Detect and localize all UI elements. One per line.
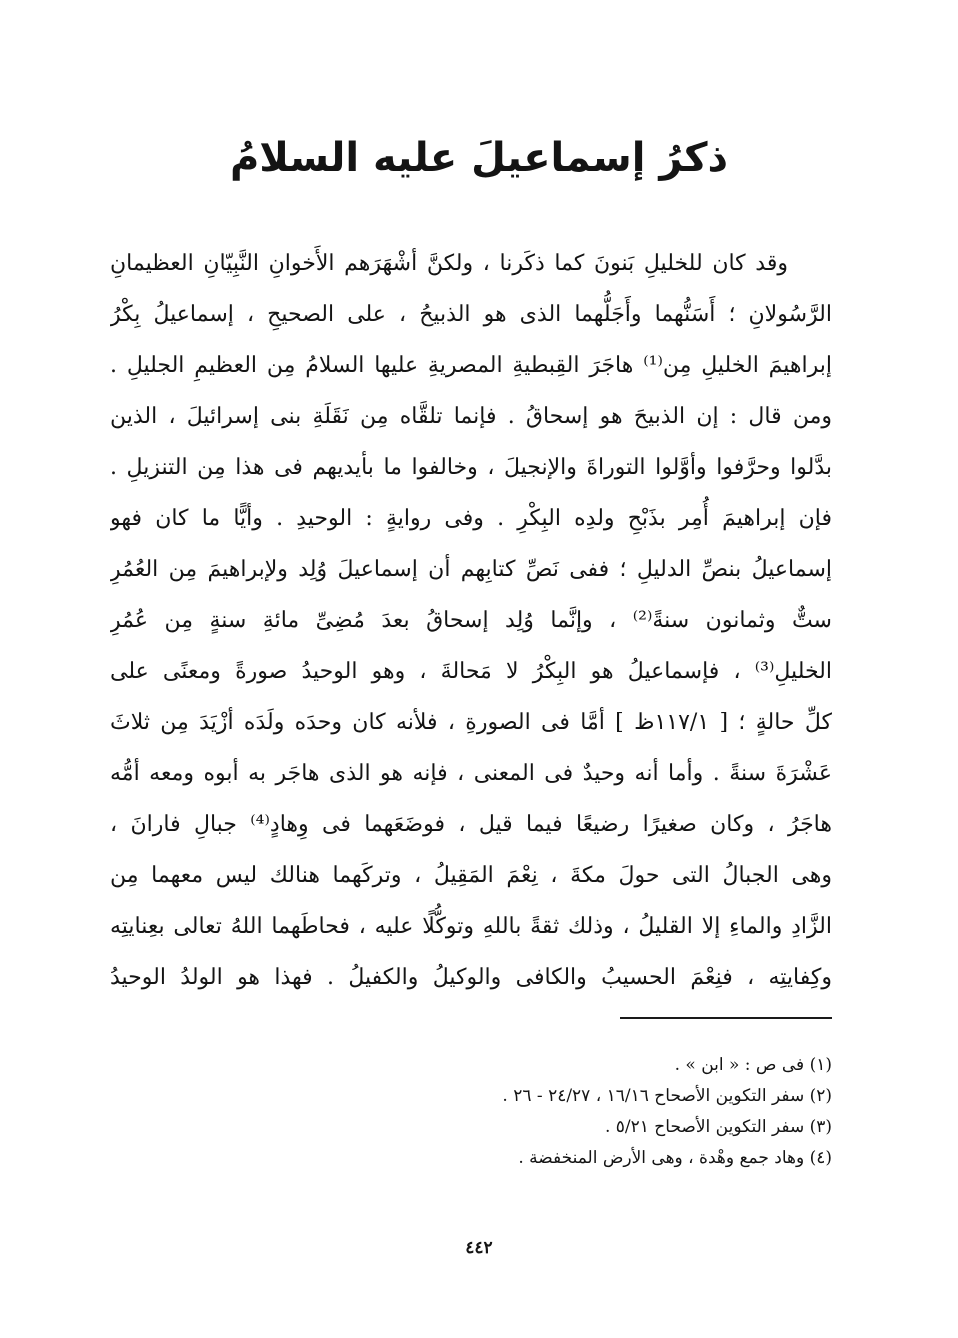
text-line: الزَّادِ والماءِ إلا القليلُ ، وذلك ثقةً باللهِ وتوكُّلًا عليه ، فحاطَهما اللهُ تعالى بعِنايتِه xyxy=(110,914,832,939)
text-line: ستٌّ وثمانون سنةً⁽²⁾ ، وإنَّما وُلِد إسحاقُ بعدَ مُضِىِّ مائةِ سنةٍ مِن عُمُرِ xyxy=(110,608,832,633)
text-line: هاجَرُ ، وكان صغيرًا رضيعًا فيما قيل ، فوضَعَهما فى وِهادٍ⁽⁴⁾ جبالِ فارانَ ، xyxy=(110,812,832,837)
text-line: فإن إبراهيمَ أُمِر بذَبْحِ ولدِه البِكْرِ . وفى روايةٍ : الوحيدِ . وأيًّا ما كان فهو xyxy=(110,506,832,531)
text-line: عَشْرَةَ سنةً . وأما أنه وحيدٌ فى المعنى ، فإنه هو الذى هاجَر به أبوه ومعه أمُّه xyxy=(110,761,832,786)
chapter-title: ذكرُ إسماعيلَ عليه السلامُ xyxy=(229,135,729,181)
text-line: بدَّلوا وحرَّفوا وأوَّلوا التوراةَ والإنجيلَ ، وخالفوا ما بأيديهم فى هذا مِن التنزيلِ . xyxy=(110,455,832,480)
text-line: وهى الجبالُ التى حولَ مكةَ ، نِعْمَ المَقِيلُ ، وتركَهما هنالك ليس معهما مِن xyxy=(110,863,832,888)
text-line: إبراهيمَ الخليلِ مِن⁽¹⁾ هاجَرَ القِبطيةِ المصريةِ عليها السلامُ مِن العظيمِ الجليلِ . xyxy=(110,353,832,378)
footnote: (٤) وهاد جمع وهْدة ، وهى الأرض المنخفضة . xyxy=(518,1148,832,1168)
text-line: وقد كان للخليلِ بَنونَ كما ذكَرنا ، ولكنَّ أشْهَرَهم الأَخوانِ النَّبِيّانِ العظيمانِ xyxy=(110,251,788,276)
footnote: (٢) سفر التكوين الأصحاح ١٦/١٦ ، ٢٤/٢٧ - ٢٦ . xyxy=(502,1086,832,1106)
body-text xyxy=(110,238,832,1003)
text-line: كلِّ حالةٍ ؛ [ ١١٧/١ظ ] أمَّا فى الصورةِ ، فلأنه كان وحدَه ولَدَه أزْيَدَ مِن ثلاثَ xyxy=(110,710,832,735)
text-line: الرَّسُولانِ ؛ أَسَنُّهما وأَجَلُّهما الذى هو الذبيحُ ، على الصحيحِ ، إسماعيلُ بِكْرُ xyxy=(110,302,832,327)
text-line: إسماعيلُ بنصِّ الدليلِ ؛ ففى نَصِّ كتابِهم أن إسماعيلَ وُلِد ولإبراهيمَ مِن العُمُرِ xyxy=(110,557,832,582)
page-number: ٤٤٢ xyxy=(465,1238,493,1258)
text-line: وكِفايتِه ، فنِعْمَ الحسيبُ والكافى والوكيلُ والكفيلُ . فهذا هو الولدُ الوحيدُ xyxy=(110,965,832,990)
text-line: ومن قال : إن الذبيحَ هو إسحاقُ . فإنما تلقَّاه مِن نَقَلَةِ بنى إسرائيلَ ، الذين xyxy=(110,404,832,429)
text-line: الخليلِ⁽³⁾ ، فإسماعيلُ هو البِكْرُ لا مَحالةَ ، وهو الوحيدُ صورةً ومعنًى على xyxy=(110,659,832,684)
footnote: (٣) سفر التكوين الأصحاح ٥/٢١ . xyxy=(604,1117,832,1137)
footnotes xyxy=(110,1050,832,1174)
footnote: (١) فى ص : « ابن » . xyxy=(674,1055,832,1075)
footnote-divider xyxy=(620,1017,832,1019)
